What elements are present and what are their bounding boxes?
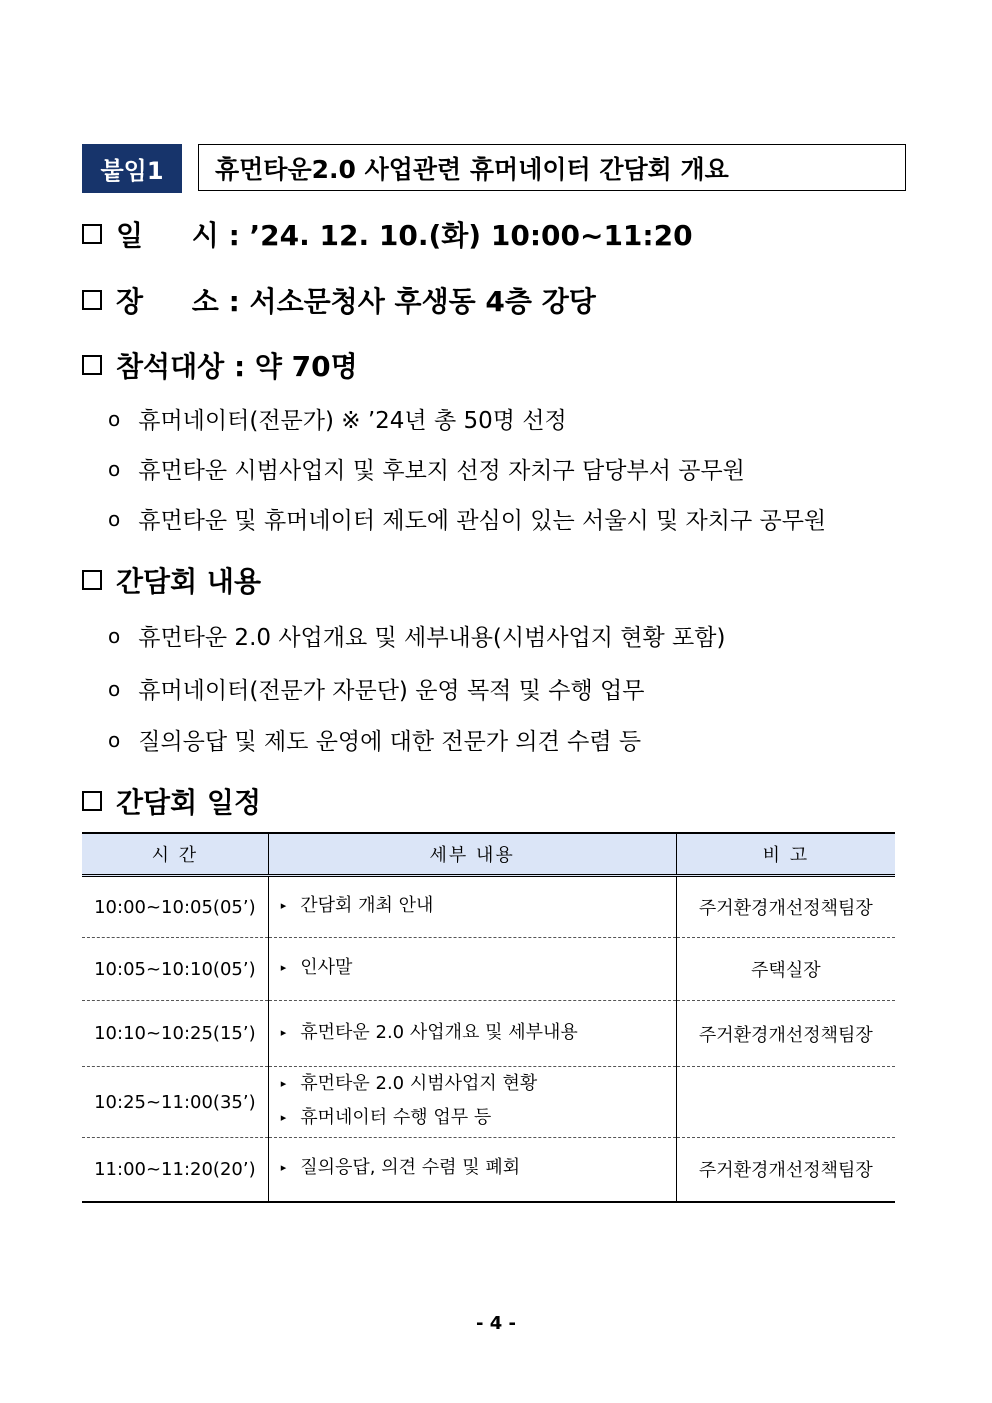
detail-text: 휴먼타운 2.0 시범사업지 현황 [300,1073,538,1094]
time-cell: 10:00~10:05(05’) [82,876,268,938]
note-cell: 주거환경개선정책팀장 [676,1138,895,1202]
table-header-row [82,833,895,876]
detail-text: 인사말 [300,957,353,978]
detail-cell [268,1001,676,1067]
detail-cell [268,1138,676,1202]
bullet-icon: o [108,727,121,752]
detail-cell [268,938,676,1001]
note-cell: 주택실장 [676,938,895,1001]
schedule-heading: 간담회 일정 [116,786,261,819]
detail-text: 휴머네이터 수행 업무 등 [300,1107,492,1128]
note-cell: 주거환경개선정책팀장 [676,1001,895,1067]
detail-text: 간담회 개최 안내 [300,895,434,916]
time-cell: 10:10~10:25(15’) [82,1001,268,1067]
list-item [108,723,641,756]
bullet-icon: o [108,676,121,701]
table-row [82,1001,895,1067]
table-row [82,1067,895,1138]
table-row [82,938,895,1001]
detail-cell [268,1067,676,1138]
note-cell: 주거환경개선정책팀장 [676,876,895,938]
attachment-badge: 붙임1 [82,144,182,193]
checkbox-square-icon [82,224,102,244]
checkbox-square-icon [82,791,102,811]
checkbox-square-icon [82,290,102,310]
triangle-bullet-icon: ▸ [280,961,287,974]
column-header-detail: 세부 내용 [268,833,676,876]
detail-line [281,890,675,924]
triangle-bullet-icon: ▸ [280,1077,287,1090]
content-item: 질의응답 및 제도 운영에 대한 전문가 의견 수렴 등 [138,729,642,755]
time-cell: 11:00~11:20(20’) [82,1138,268,1202]
detail-text: 질의응답, 의견 수렴 및 폐회 [300,1157,521,1179]
section-datetime [82,214,693,254]
section-schedule [82,781,261,821]
bullet-icon: o [108,406,121,431]
time-cell: 10:05~10:10(05’) [82,938,268,1001]
triangle-bullet-icon: ▸ [280,1111,287,1124]
detail-line [281,1152,675,1186]
list-item [108,402,567,435]
attendee-item: 휴먼타운 시범사업지 및 후보지 선정 자치구 담당부서 공무원 [138,458,745,484]
place-text: 장 소 : 서소문청사 후생동 4층 강당 [116,285,596,318]
list-item [108,502,826,535]
detail-text: 휴먼타운 2.0 사업개요 및 세부내용 [300,1021,578,1043]
list-item [108,452,745,485]
detail-line [281,952,675,986]
column-header-note: 비 고 [676,833,895,876]
section-attendees [82,345,358,385]
attachment-header [82,144,906,193]
detail-line [281,1102,675,1136]
attendee-item: 휴머네이터(전문가) ※ ’24년 총 50명 선정 [138,408,567,434]
detail-line [281,1017,675,1051]
section-content [82,560,261,600]
document-title: 휴먼타운2.0 사업관련 휴머네이터 간담회 개요 [198,144,906,191]
checkbox-square-icon [82,570,102,590]
list-item [108,672,644,705]
content-item: 휴먼타운 2.0 사업개요 및 세부내용(시범사업지 현황 포함) [138,625,726,651]
triangle-bullet-icon: ▸ [280,899,287,912]
attendee-item: 휴먼타운 및 휴머네이터 제도에 관심이 있는 서울시 및 자치구 공무원 [138,508,827,534]
section-place [82,280,596,320]
detail-line [281,1068,675,1102]
note-cell [676,1067,895,1138]
page-number: - 4 - [476,1313,516,1334]
datetime-text: 일 시 : ’24. 12. 10.(화) 10:00~11:20 [116,219,693,252]
bullet-icon: o [108,623,121,648]
content-item: 휴머네이터(전문가 자문단) 운영 목적 및 수행 업무 [138,678,645,704]
bullet-icon: o [108,506,121,531]
time-cell: 10:25~11:00(35’) [82,1067,268,1138]
triangle-bullet-icon: ▸ [280,1025,287,1039]
content-heading: 간담회 내용 [116,565,261,598]
column-header-time: 시 간 [82,833,268,876]
bullet-icon: o [108,456,121,481]
detail-cell [268,876,676,938]
checkbox-square-icon [82,355,102,375]
attendees-heading: 참석대상 : 약 70명 [116,350,358,383]
triangle-bullet-icon: ▸ [280,1161,287,1175]
schedule-table [82,832,895,1203]
list-item [108,619,725,652]
table-row [82,1138,895,1202]
table-row [82,876,895,938]
